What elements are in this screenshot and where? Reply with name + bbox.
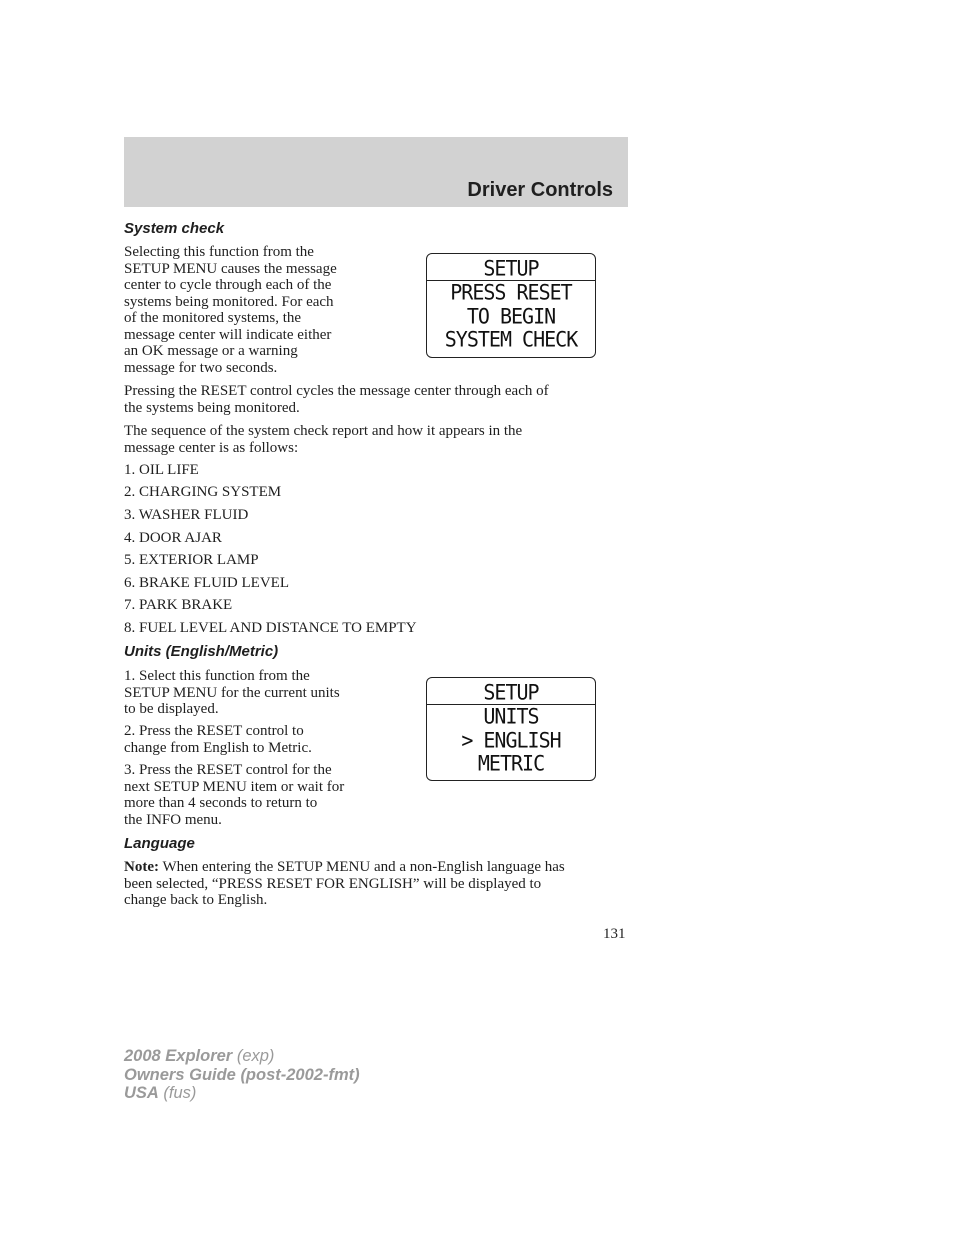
message-center-display-system-check xyxy=(426,253,596,358)
note-label: Note: xyxy=(124,859,159,875)
list-item: 3. WASHER FLUID xyxy=(124,507,249,523)
units-step-1 xyxy=(124,668,340,718)
text-line: message center is as follows: xyxy=(124,439,299,456)
text-line: change back to English. xyxy=(124,892,268,908)
text-line: systems being monitored. For each xyxy=(124,293,334,310)
footer-model-code: (exp) xyxy=(232,1047,275,1065)
display-line: SYSTEM CHECK xyxy=(444,326,578,352)
units-heading: Units (English/Metric) xyxy=(124,643,279,660)
text-line: message for two seconds. xyxy=(124,359,278,376)
text-line: been selected, “PRESS RESET FOR ENGLISH” will be displayed to xyxy=(124,875,542,892)
footer-line xyxy=(124,1047,360,1066)
display-line: METRIC xyxy=(477,750,545,776)
display-header xyxy=(427,254,595,281)
system-check-intro xyxy=(124,244,337,376)
display-line: > ENGLISH xyxy=(461,726,561,753)
text-line: The sequence of the system check report and how it appears in the xyxy=(124,423,523,439)
section-title: Driver Controls xyxy=(467,179,613,201)
display-line: SETUP xyxy=(483,679,539,705)
display-line: UNITS xyxy=(483,703,539,729)
text-line: SETUP MENU for the current units xyxy=(124,684,340,701)
list-item: 1. OIL LIFE xyxy=(124,462,199,478)
text-line: message center will indicate either xyxy=(124,326,332,343)
system-check-heading: System check xyxy=(124,220,225,237)
text-line: SETUP MENU causes the message xyxy=(124,260,337,277)
footer-line: Owners Guide (post-2002-fmt) xyxy=(124,1065,360,1084)
display-line: SETUP xyxy=(483,255,539,281)
text-line: Pressing the RESET control cycles the message center through each of xyxy=(124,383,549,399)
display-line: TO BEGIN xyxy=(466,302,556,329)
footer-market: USA xyxy=(124,1084,159,1102)
footer-line xyxy=(124,1084,360,1103)
message-center-display-units xyxy=(426,677,596,781)
text-line: the systems being monitored. xyxy=(124,399,300,416)
text-line: center to cycle through each of the xyxy=(124,277,332,293)
text-line: the INFO menu. xyxy=(124,811,222,828)
display-body xyxy=(427,705,595,776)
footer-model: 2008 Explorer xyxy=(124,1047,233,1065)
text-line: an OK message or a warning xyxy=(124,343,298,359)
list-item: 2. CHARGING SYSTEM xyxy=(124,484,282,500)
text-line: of the monitored systems, the xyxy=(124,310,302,326)
list-item: 8. FUEL LEVEL AND DISTANCE TO EMPTY xyxy=(124,620,417,636)
language-heading: Language xyxy=(124,835,195,852)
note-text: When entering the SETUP MENU and a non-English language has xyxy=(158,859,565,875)
system-check-paragraph-3 xyxy=(124,423,522,456)
list-item: 7. PARK BRAKE xyxy=(124,597,233,613)
text-line: change from English to Metric. xyxy=(124,739,312,756)
footer-market-code: (fus) xyxy=(158,1084,197,1102)
display-body xyxy=(427,281,595,352)
list-item: 6. BRAKE FLUID LEVEL xyxy=(124,575,289,591)
system-check-paragraph-2 xyxy=(124,383,549,416)
display-header xyxy=(427,678,595,705)
document-footer xyxy=(124,1047,360,1103)
list-item: 4. DOOR AJAR xyxy=(124,530,222,546)
text-line: 1. Select this function from the xyxy=(124,668,310,684)
section-header-band xyxy=(124,137,628,207)
text-line: 2. Press the RESET control to xyxy=(124,723,304,739)
display-line: PRESS RESET xyxy=(450,279,572,305)
language-note xyxy=(124,859,565,909)
text-line: more than 4 seconds to return to xyxy=(124,795,318,811)
text-line: 3. Press the RESET control for the xyxy=(124,762,332,778)
text-line: next SETUP MENU item or wait for xyxy=(124,778,345,795)
text-line: to be displayed. xyxy=(124,701,219,717)
units-step-2 xyxy=(124,723,312,756)
text-line: Selecting this function from the xyxy=(124,244,314,260)
units-step-3 xyxy=(124,762,344,828)
text-line xyxy=(124,859,565,876)
list-item: 5. EXTERIOR LAMP xyxy=(124,552,259,568)
page-number: 131 xyxy=(603,926,626,942)
